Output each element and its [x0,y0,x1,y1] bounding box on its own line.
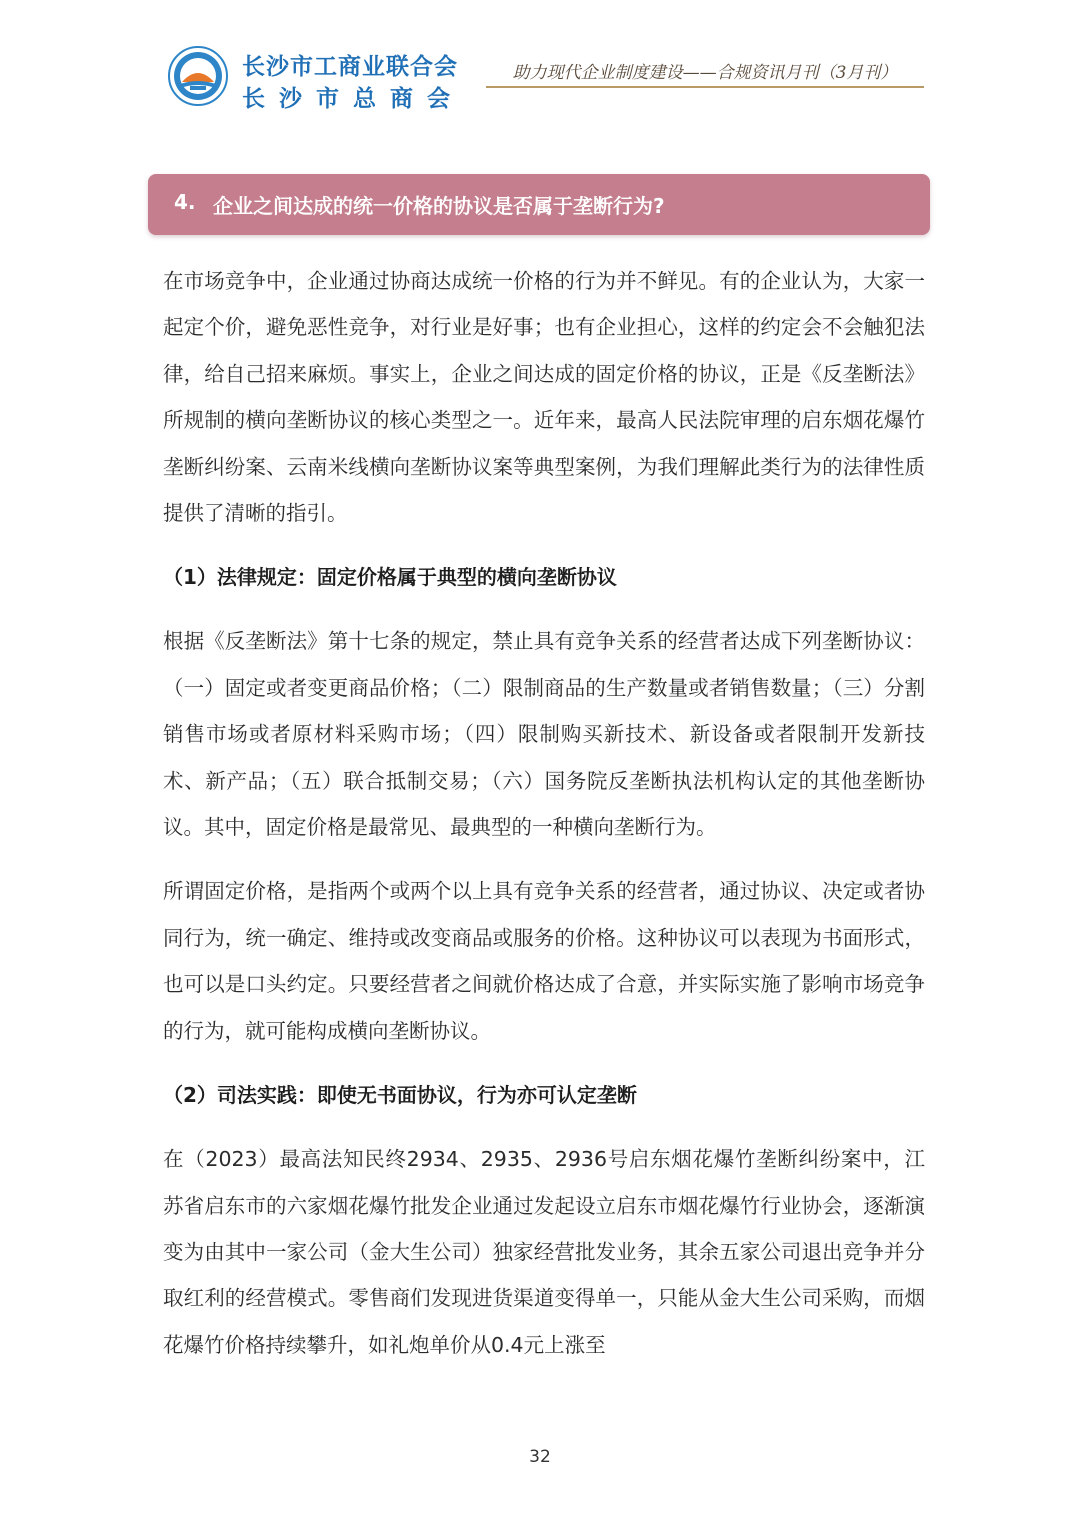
section-banner [148,174,930,235]
page-header [0,0,1080,130]
subheading-judicial-practice: （2）司法实践：即使无书面协议，行为亦可认定垄断 [163,1083,637,1108]
header-divider [486,86,924,88]
legal-provision-paragraph: 根据《反垄断法》第十七条的规定，禁止具有竞争关系的经营者达成下列垄断协议：（一）固定或者变更商品价格；（二）限制商品的生产数量或者销售数量；（三）分割销售市场或者原材料采购市场；（四）限制购买新技术、新设备或者限制开发新技术、新产品；（五）联合抵制交易；（六）国务院反垄断执法机构认定的其他垄断协议。其中，固定价格是最常见、最典型的一种横向垄断行为。 [163,629,925,840]
publication-title: 助力现代企业制度建设——合规资讯月刊（3月刊） [512,63,898,83]
section-number: 4. [174,190,196,214]
chamber-of-commerce-logo-icon [168,46,228,106]
org-name-primary: 长沙市工商业联合会 [242,54,458,80]
intro-paragraph: 在市场竞争中，企业通过协商达成统一价格的行为并不鲜见。有的企业认为，大家一起定个价，避免恶性竞争，对行业是好事；也有企业担心，这样的约定会不会触犯法律，给自己招来麻烦。事实上，企业之间达成的固定价格的协议，正是《反垄断法》所规制的横向垄断协议的核心类型之一。近年来，最高人民法院审理的启东烟花爆竹垄断纠纷案、云南米线横向垄断协议案等典型案例，为我们理解此类行为的法律性质提供了清晰的指引。 [163,269,925,526]
page-number: 32 [529,1447,551,1467]
subheading-legal-provision: （1）法律规定：固定价格属于典型的横向垄断协议 [163,565,617,590]
section-title: 企业之间达成的统一价格的协议是否属于垄断行为? [213,194,665,218]
price-fixing-definition-paragraph: 所谓固定价格，是指两个或两个以上具有竞争关系的经营者，通过协议、决定或者协同行为，统一确定、维持或改变商品或服务的价格。这种协议可以表现为书面形式，也可以是口头约定。只要经营者之间就价格达成了合意，并实际实施了影响市场竞争的行为，就可能构成横向垄断协议。 [163,879,925,1043]
case-paragraph: 在（2023）最高法知民终2934、2935、2936号启东烟花爆竹垄断纠纷案中，江苏省启东市的六家烟花爆竹批发企业通过发起设立启东市烟花爆竹行业协会，逐渐演变为由其中一家公司（金大生公司）独家经营批发业务，其余五家公司退出竞争并分取红利的经营模式。零售商们发现进货渠道变得单一，只能从金大生公司采购，而烟花爆竹价格持续攀升，如礼炮单价从0.4元上涨至 [163,1147,925,1357]
article-body [163,258,925,1386]
org-name-secondary: 长沙市总商会 [242,86,464,112]
